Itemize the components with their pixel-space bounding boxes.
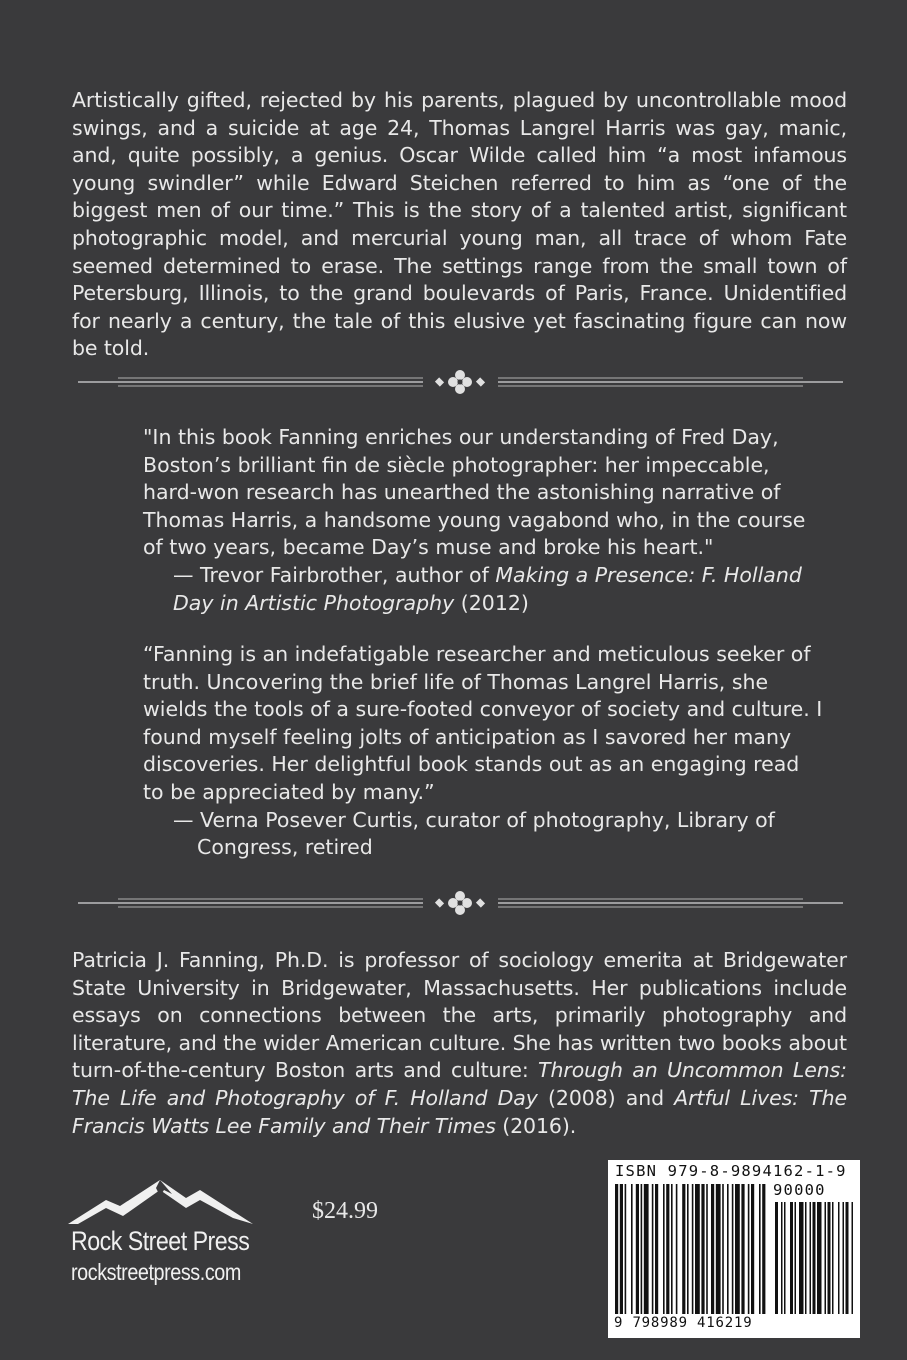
barcode-bar	[741, 1184, 744, 1314]
barcode-bar	[620, 1184, 623, 1314]
barcode-addon-bar	[795, 1202, 797, 1314]
barcode-bar	[652, 1184, 654, 1314]
quote-text: "In this book Fanning enriches our understanding of Fred Day, Boston’s brilliant fin de siècle photographer: her impeccable, hard-won research has unearthed the astonishing narrative of Thomas Harris, a handsome young vagabond who, in the course of two years, became Day’s muse and broke his heart."	[143, 425, 806, 560]
barcode-bar	[701, 1184, 704, 1314]
barcode-bar	[641, 1184, 643, 1314]
publisher-name: Rock Street Press	[71, 1226, 250, 1256]
barcode-bar	[727, 1184, 729, 1314]
barcode-addon-bar	[799, 1202, 804, 1314]
barcode-bar	[625, 1184, 627, 1314]
barcode-bar	[644, 1184, 649, 1314]
barcode-bar	[615, 1184, 618, 1314]
barcode-addon-bar	[828, 1202, 831, 1314]
barcode-bar	[663, 1184, 665, 1314]
barcode-bar	[671, 1184, 673, 1314]
barcode-addon: 90000	[773, 1181, 826, 1199]
barcode-bar	[762, 1184, 765, 1314]
ornamental-divider	[78, 888, 843, 918]
quote-attribution: — Verna Posever Curtis, curator of photography, Library of Congress, retired	[173, 807, 775, 860]
barcode-addon-bar	[790, 1202, 793, 1314]
review-quote-2	[143, 641, 823, 862]
barcode-addon-bar	[846, 1202, 849, 1314]
barcode-bar	[711, 1184, 714, 1314]
barcode-bar	[666, 1184, 669, 1314]
barcode-addon-bar	[852, 1202, 854, 1314]
barcode-addon-bar	[843, 1202, 845, 1314]
barcode-addon-bar	[775, 1202, 778, 1314]
ornamental-divider	[78, 367, 843, 397]
publisher-url: rockstreetpress.com	[71, 1259, 241, 1285]
quote-text: “Fanning is an indefatigable researcher and meticulous seeker of truth. Uncovering the brief life of Thomas Langrel Harris, she wields the tools of a sure-footed conveyor of society and culture. I found myself feeling jolts of anticipation as I savored her many discoveries. Her delightful book stands out as an engaging read to be appreciated by many.”	[143, 642, 823, 804]
barcode-bar	[751, 1184, 754, 1314]
ean-number: 9 798989 416219	[614, 1315, 753, 1331]
barcode-bar	[695, 1184, 700, 1314]
barcode-addon-bar	[813, 1202, 816, 1314]
barcode-bar	[676, 1184, 678, 1314]
barcode-bar	[636, 1184, 639, 1314]
quote-attribution: — Trevor Fairbrother, author of Making a Presence: F. Holland Day in Artistic Photography (2012)	[173, 562, 802, 615]
fleuron-icon	[435, 891, 485, 915]
book-title: Making a Presence: F. Holland Day in Artistic Photography	[173, 562, 802, 615]
author-bio: Patricia J. Fanning, Ph.D. is professor of sociology emerita at Bridgewater State University in Bridgewater, Massachusetts. Her publications include essays on connections between the arts, primarily photography and literature, and the wider American culture. She has written two books about turn-of-the-century Boston arts and culture: Through an Uncommon Lens: The Life and Photography of F. Holland Day (2008) and Artful Lives: The Francis Watts Lee Family and Their Times (2016).	[72, 948, 847, 1138]
barcode-bar	[716, 1184, 721, 1314]
barcode-bar	[722, 1184, 724, 1314]
mountain-icon	[68, 1178, 253, 1224]
barcode-addon-bar	[817, 1202, 822, 1314]
isbn-barcode	[608, 1160, 860, 1338]
barcode-bar	[631, 1184, 633, 1314]
barcode-addon-bar	[805, 1202, 807, 1314]
barcode-bars	[613, 1184, 855, 1316]
barcode-bar	[735, 1184, 740, 1314]
barcode-addon-bar	[838, 1202, 840, 1314]
barcode-bar	[692, 1184, 694, 1314]
barcode-bar	[655, 1184, 658, 1314]
barcode-bar	[748, 1184, 750, 1314]
barcode-addon-bar	[781, 1202, 783, 1314]
barcode-bar	[732, 1184, 734, 1314]
isbn-label: ISBN 979-8-9894162-1-9	[615, 1162, 847, 1180]
barcode-addon-bar	[825, 1202, 827, 1314]
book-title: Through an Uncommon Lens: The Life and Photography of F. Holland Day	[72, 1058, 847, 1110]
barcode-bar	[682, 1184, 685, 1314]
barcode-addon-bar	[784, 1202, 786, 1314]
barcode-addon-bar	[832, 1202, 834, 1314]
barcode-bar	[706, 1184, 708, 1314]
barcode-bar	[687, 1184, 689, 1314]
barcode-addon-bar	[810, 1202, 812, 1314]
review-quote-1	[143, 424, 823, 617]
book-title: Artful Lives: The Francis Watts Lee Family and Their Times	[72, 1085, 847, 1138]
price: $24.99	[312, 1198, 378, 1224]
fleuron-icon	[435, 370, 485, 394]
book-description: Artistically gifted, rejected by his parents, plagued by uncontrollable mood swings, and a suicide at age 24, Thomas Langrel Harris was gay, manic, and, quite possibly, a genius. Oscar Wilde called him “a most infamous young swindler” while Edward Steichen referred to him as “one of the biggest men of our time.” This is the story of a talented artist, significant photographic model, and mercurial young man, all trace of whom Fate seemed determined to erase. The settings range from the small town of Petersburg, Illinois, to the grand boulevards of Paris, France. Unidentified for nearly a century, the tale of this elusive yet fascinating figure can now be told.	[72, 88, 847, 361]
barcode-bar	[759, 1184, 761, 1314]
